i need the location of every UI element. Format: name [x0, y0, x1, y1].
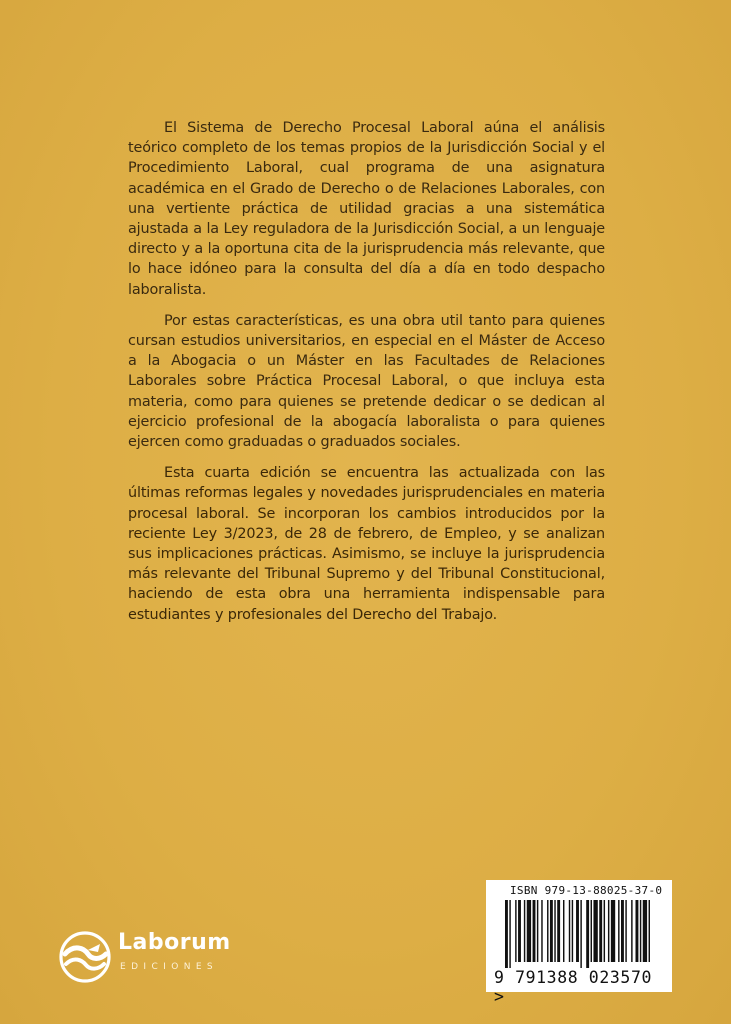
publisher-logo	[58, 926, 238, 986]
isbn-barcode	[486, 880, 672, 1006]
barcode-bar	[550, 900, 553, 962]
barcode-digits: 9 791388 023570 >	[494, 968, 653, 1006]
barcode-bar	[649, 900, 650, 962]
barcode-bar	[518, 900, 521, 962]
blurb-paragraph-2: Por estas características, es una obra util tanto para quienes cursan estudios universitarios, en especial en el Máster de Acceso a la Abogacia o un Máster en las Facultades de Relaciones Laborales sobre Práctica Procesal Laboral, o que incluya esta materia, como para quienes se pretende dedicar o se dedican al ejercicio profesional de la abogacía laboralista o para quienes ejercen como graduadas o graduados sociales.	[128, 312, 605, 451]
barcode-bar	[593, 900, 597, 962]
barcode-bar	[554, 900, 555, 962]
barcode-bar	[586, 900, 589, 968]
barcode-bar	[576, 900, 579, 962]
barcode-bar	[509, 900, 510, 968]
barcode-bar	[524, 900, 525, 962]
barcode-bar	[569, 900, 570, 962]
barcode-bar	[604, 900, 605, 962]
barcode-bar	[572, 900, 573, 962]
blurb-text	[128, 118, 605, 636]
barcode-bar	[580, 900, 581, 968]
publisher-name: Laborum	[118, 930, 231, 955]
barcode-bar	[631, 900, 632, 962]
laborum-wave-logo-icon	[58, 930, 112, 984]
blurb-paragraph-1: El Sistema de Derecho Procesal Laboral aúna el análisis teórico completo de los temas propios de la Jurisdicción Social y el Procedimiento Laboral, cual programa de una asignatura académica en el Grado de Derecho o de Relaciones Laborales, con una vertiente práctica de utilidad gracias a una sistemática ajustada a la Ley reguladora de la Jurisdicción Social, a un lenguaje directo y a la oportuna cita de la jurisprudencia más relevante, que lo hace idóneo para la consulta del día a día en todo despacho laboralista.	[128, 120, 605, 298]
barcode-bar	[618, 900, 619, 962]
barcode-bar	[599, 900, 602, 962]
barcode-bar	[515, 900, 516, 962]
barcode-bar	[643, 900, 647, 962]
barcode-bar	[563, 900, 564, 962]
barcode-bar	[527, 900, 531, 962]
publisher-subtitle: EDICIONES	[120, 962, 219, 972]
barcode-bars	[504, 900, 654, 968]
barcode-bar	[640, 900, 641, 962]
barcode-bar	[591, 900, 592, 962]
isbn-label: ISBN 979-13-88025-37-0	[510, 884, 663, 897]
barcode-bar	[541, 900, 542, 962]
barcode-bar	[537, 900, 538, 962]
barcode-bar	[557, 900, 560, 962]
barcode-bar	[547, 900, 548, 962]
barcode-bar	[611, 900, 615, 962]
barcode-bar	[533, 900, 536, 962]
barcode-bar	[608, 900, 609, 962]
barcode-bar	[636, 900, 639, 962]
blurb-paragraph-3: Esta cuarta edición se encuentra las actualizada con las últimas reformas legales y novedades jurisprudenciales en materia procesal laboral. Se incorporan los cambios introducidos por la reciente Ley 3/2023, de 28 de febrero, de Empleo, y se analizan sus implicaciones prácticas. Asimismo, se incluye la jurisprudencia más relevante del Tribunal Supremo y del Tribunal Constitucional, haciendo de esta obra una herramienta indispensable para estudiantes y profesionales del Derecho del Trabajo.	[128, 465, 605, 623]
barcode-bar	[625, 900, 626, 962]
barcode-bar	[621, 900, 624, 962]
barcode-bar	[505, 900, 508, 968]
